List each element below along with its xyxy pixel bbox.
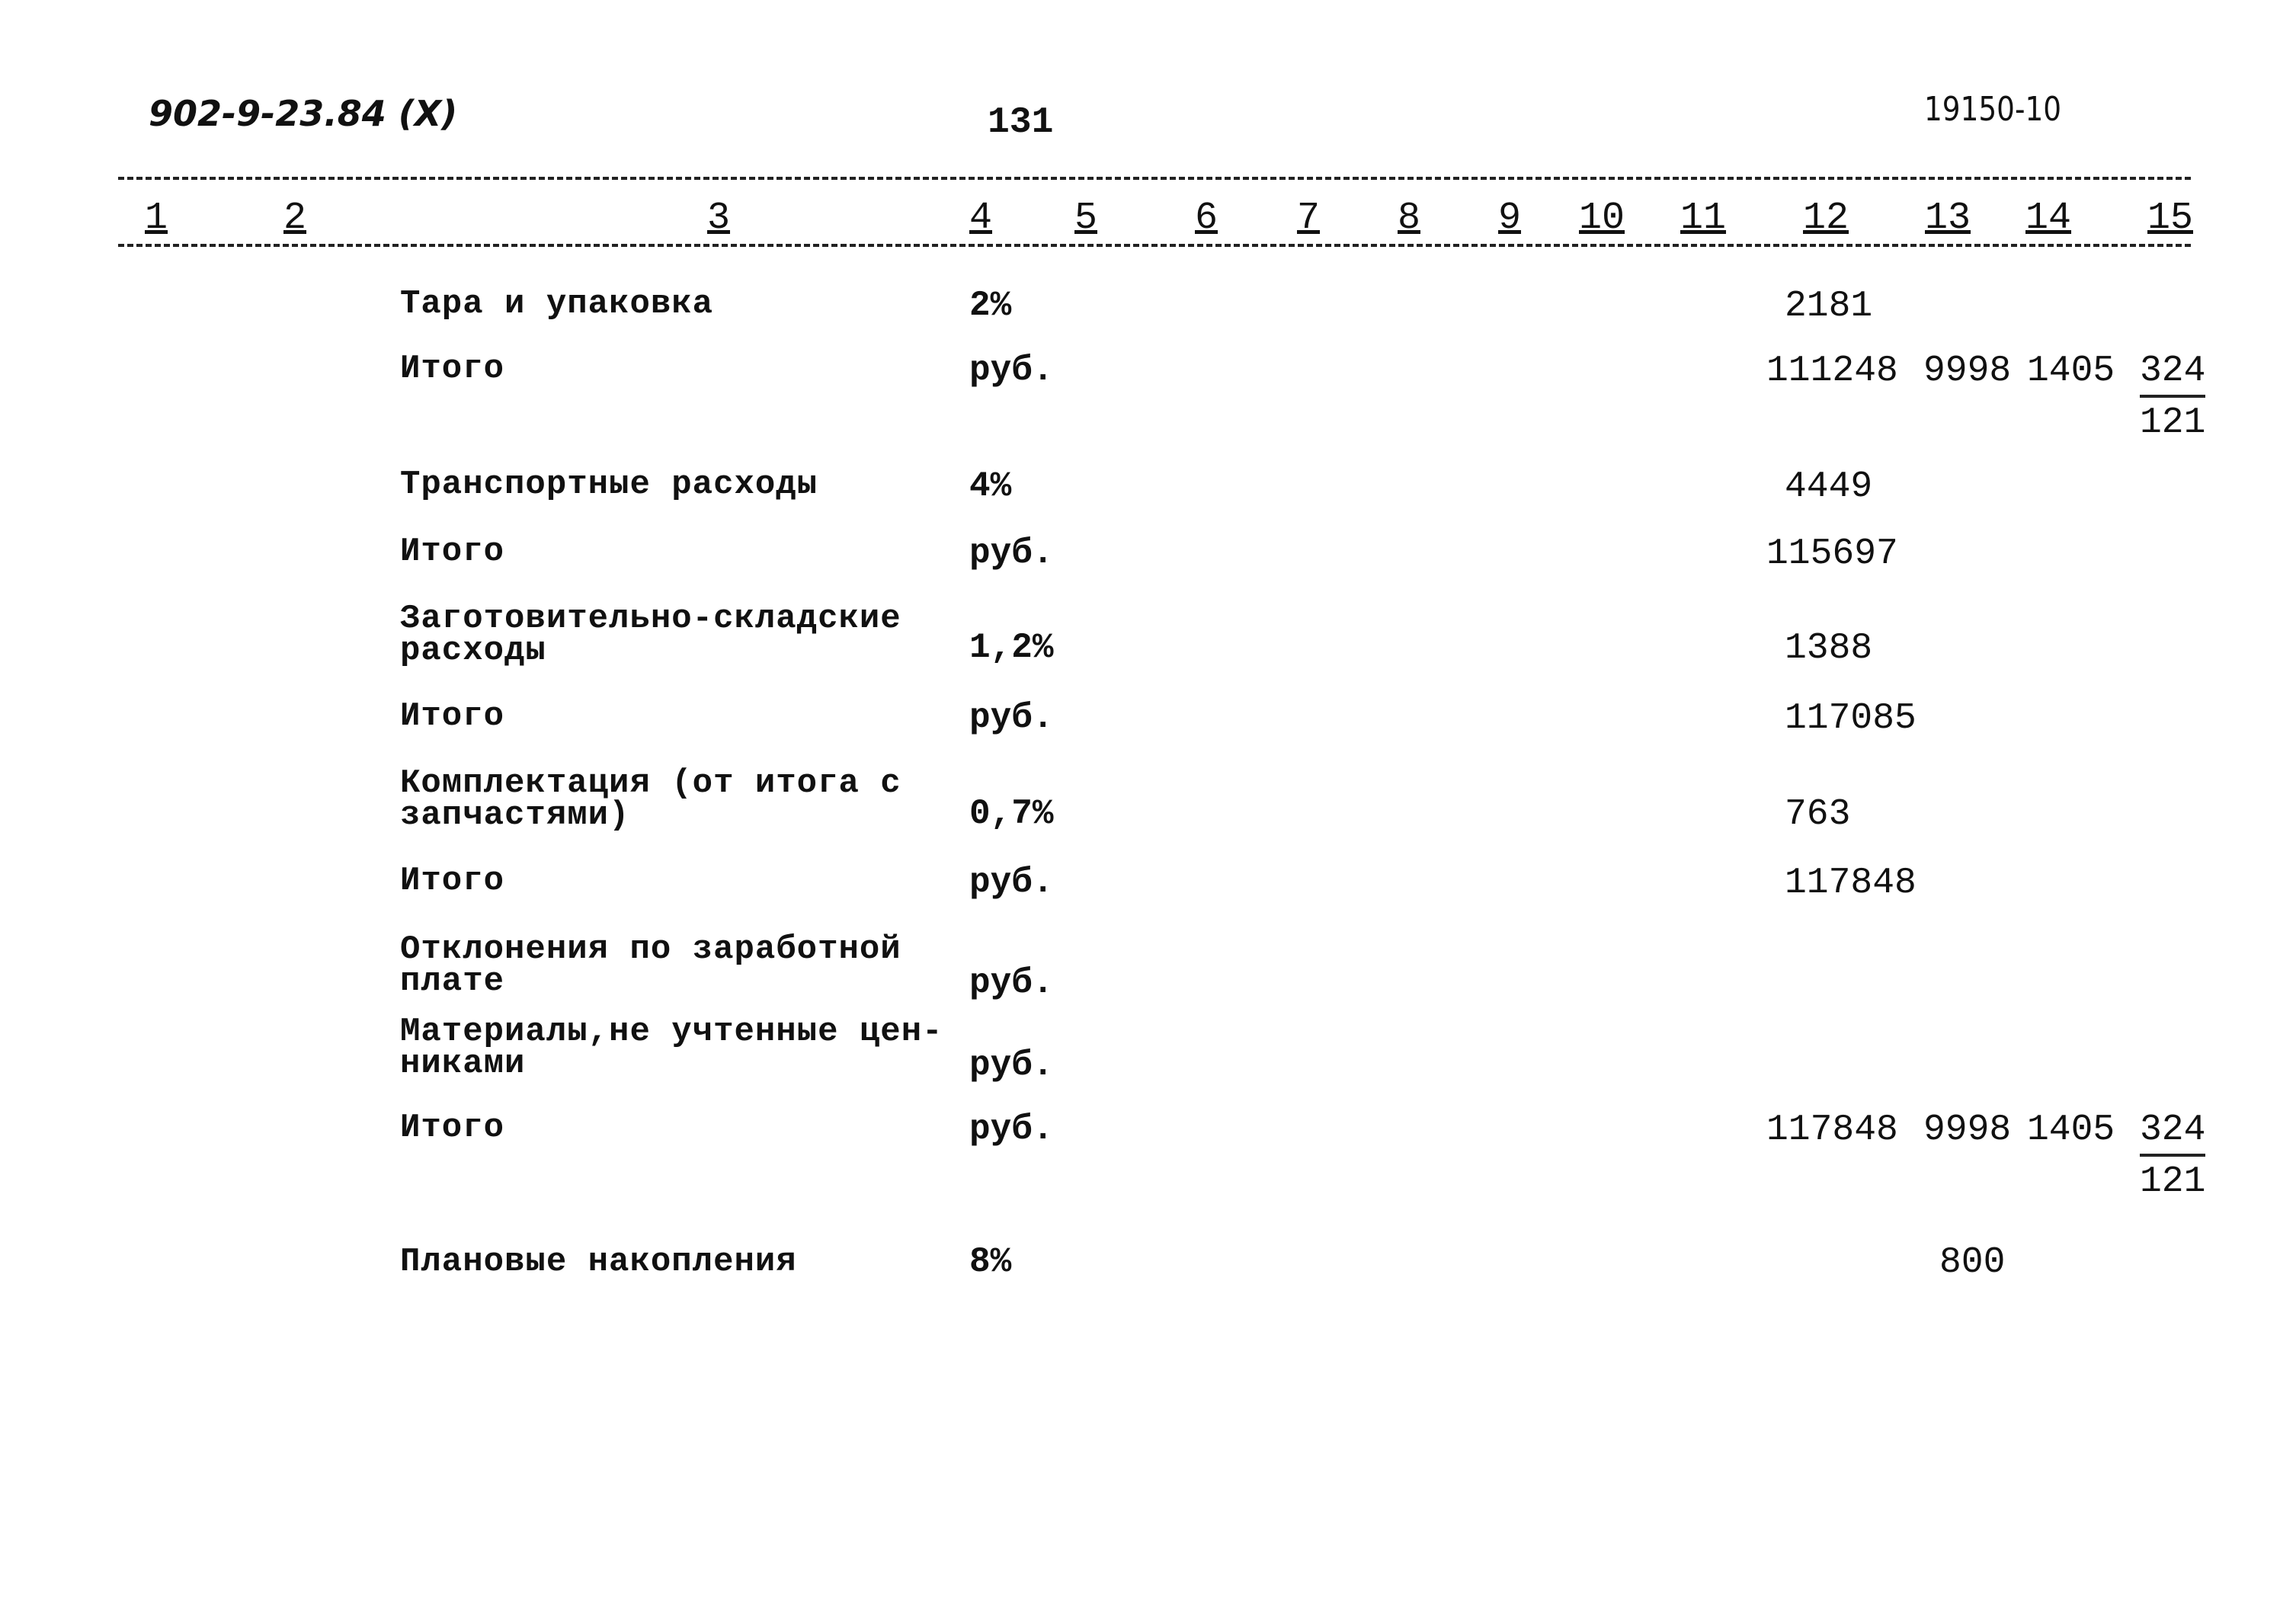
value-col12: 115697 (1766, 533, 1898, 575)
row-label: Итого (400, 533, 505, 571)
row-label-line1: Отклонения по заработной (400, 930, 901, 968)
column-number: 1 (145, 197, 168, 240)
row-unit: руб. (969, 1045, 1054, 1085)
fraction-numerator: 324 (2140, 351, 2205, 398)
value-col12: 2181 (1785, 286, 1873, 327)
document-code: 902-9-23.84 (X) (149, 93, 458, 134)
stamp-number: 19150-10 (1924, 90, 2062, 129)
column-number: 9 (1498, 197, 1522, 240)
row-unit: руб. (969, 963, 1054, 1003)
page-number: 131 (988, 102, 1054, 143)
value-col15-fraction (2140, 351, 2205, 443)
value-col12: 1388 (1785, 628, 1873, 669)
column-number: 13 (1925, 197, 1971, 240)
value-col12: 763 (1785, 794, 1851, 835)
fraction-denominator: 121 (2140, 1161, 2206, 1202)
row-unit: 0,7% (969, 794, 1054, 834)
row-unit: 2% (969, 286, 1012, 325)
row-label: Итого (400, 1109, 505, 1147)
row-label: Тара и упаковка (400, 285, 714, 323)
fraction-numerator: 324 (2140, 1109, 2205, 1157)
row-unit: 8% (969, 1242, 1012, 1282)
column-number: 4 (969, 197, 993, 240)
row-label: Итого (400, 350, 505, 388)
fraction-denominator: 121 (2140, 402, 2206, 443)
row-label-line2: расходы (400, 632, 546, 670)
row-label: Итого (400, 862, 505, 900)
row-unit: руб. (969, 1109, 1054, 1149)
column-number: 10 (1579, 197, 1625, 240)
value-col12: 117848 (1785, 863, 1917, 904)
column-number: 14 (2025, 197, 2072, 240)
row-label: Итого (400, 697, 505, 735)
dashed-rule-bottom (118, 244, 2191, 247)
column-number: 15 (2147, 197, 2194, 240)
column-number: 12 (1803, 197, 1849, 240)
row-label-line2: запчастями) (400, 796, 630, 834)
value-col14: 1405 (2027, 1109, 2115, 1151)
row-label: Транспортные расходы (400, 466, 818, 504)
value-col12: 111248 (1766, 351, 1898, 392)
column-number: 2 (283, 197, 307, 240)
value-col12: 4449 (1785, 466, 1873, 507)
row-unit: руб. (969, 351, 1054, 390)
row-unit: руб. (969, 698, 1054, 738)
column-number: 11 (1680, 197, 1727, 240)
column-number: 3 (707, 197, 731, 240)
value-col15-fraction (2140, 1109, 2205, 1202)
row-unit: руб. (969, 863, 1054, 902)
value-col12: 117848 (1766, 1109, 1898, 1151)
row-label: Плановые накопления (400, 1243, 797, 1281)
row-unit: 4% (969, 466, 1012, 506)
column-number: 8 (1398, 197, 1421, 240)
row-label-line1: Материалы,не учтенные цен- (400, 1013, 943, 1051)
row-label-line1: Заготовительно-складские (400, 600, 901, 638)
value-col13: 800 (1939, 1242, 2006, 1283)
column-number: 6 (1195, 197, 1218, 240)
dashed-rule-top (118, 177, 2191, 180)
column-number: 7 (1297, 197, 1321, 240)
row-label-line1: Комплектация (от итога с (400, 764, 901, 802)
value-col13: 9998 (1923, 1109, 2012, 1151)
value-col14: 1405 (2027, 351, 2115, 392)
row-label-line2: плате (400, 962, 505, 1000)
row-unit: руб. (969, 533, 1054, 573)
value-col12: 117085 (1785, 698, 1917, 739)
value-col13: 9998 (1923, 351, 2012, 392)
row-unit: 1,2% (969, 628, 1054, 668)
row-label-line2: никами (400, 1045, 526, 1083)
column-number: 5 (1074, 197, 1098, 240)
